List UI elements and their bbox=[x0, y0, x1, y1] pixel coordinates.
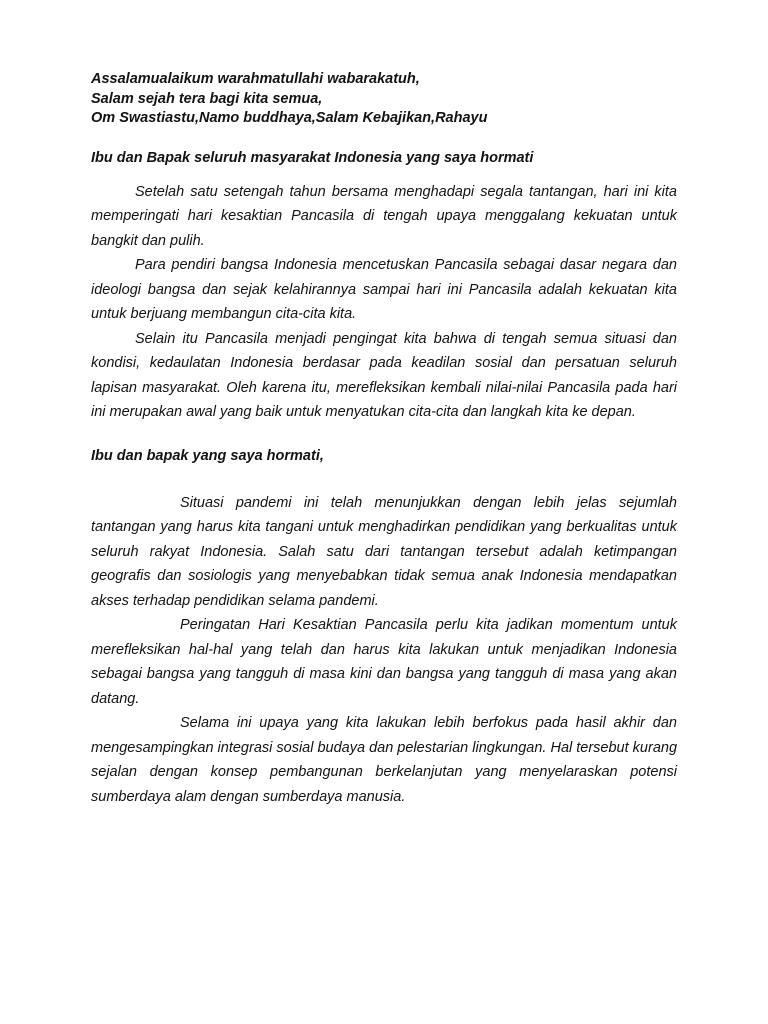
section-body bbox=[91, 491, 677, 810]
paragraph: Selain itu Pancasila menjadi pengingat kita bahwa di tengah semua situasi dan kondisi, kedaulatan Indonesia berdasar pada keadilan sosial dan persatuan seluruh lapisan masyarakat. Oleh karena itu, merefleksikan kembali nilai-nilai Pancasila pada hari ini merupakan awal yang baik untuk menyatukan cita-cita dan langkah kita ke depan. bbox=[91, 330, 677, 420]
section-heading: Ibu dan Bapak seluruh masyarakat Indonesia yang saya hormati bbox=[91, 149, 534, 166]
section-body bbox=[91, 180, 677, 425]
paragraph: Peringatan Hari Kesaktian Pancasila perlu kita jadikan momentum untuk merefleksikan hal-hal yang telah dan harus kita lakukan untuk menjadikan Indonesia sebagai bangsa yang tangguh di masa kini dan bangsa yang tangguh di masa yang akan datang. bbox=[91, 617, 677, 707]
greeting-line: Assalamualaikum warahmatullahi wabarakatuh, bbox=[91, 71, 420, 87]
paragraph: Situasi pandemi ini telah menunjukkan dengan lebih jelas sejumlah tantangan yang harus kita tangani untuk menghadirkan pendidikan yang berkualitas untuk seluruh rakyat Indonesia. Salah satu dari tantangan tersebut adalah ketimpangan geografis dan sosiologis yang menyebabkan tidak semua anak Indonesia mendapatkan akses terhadap pendidikan selama pandemi. bbox=[91, 494, 677, 609]
document-page bbox=[91, 70, 677, 809]
section-heading: Ibu dan bapak yang saya hormati, bbox=[91, 447, 324, 464]
paragraph: Para pendiri bangsa Indonesia mencetuskan Pancasila sebagai dasar negara dan ideologi bangsa dan sejak kelahirannya sampai hari ini Pancasila adalah kekuatan kita untuk berjuang membangun cita-cita kita. bbox=[91, 257, 677, 322]
greeting-line: Salam sejah tera bagi kita semua, bbox=[91, 90, 323, 107]
paragraph: Selama ini upaya yang kita lakukan lebih berfokus pada hasil akhir dan mengesampingkan integrasi sosial budaya dan pelestarian lingkungan. Hal tersebut kurang sejalan dengan konsep pembangunan berkelanjutan yang menyelaraskan potensi sumberdaya alam dengan sumberdaya manusia. bbox=[91, 715, 678, 805]
greeting-block bbox=[91, 70, 677, 129]
paragraph: Setelah satu setengah tahun bersama menghadapi segala tantangan, hari ini kita memperingati hari kesaktian Pancasila di tengah upaya menggalang kekuatan untuk bangkit dan pulih. bbox=[91, 183, 677, 249]
greeting-line: Om Swastiastu,Namo buddhaya,Salam Kebajikan,Rahayu bbox=[91, 110, 488, 126]
